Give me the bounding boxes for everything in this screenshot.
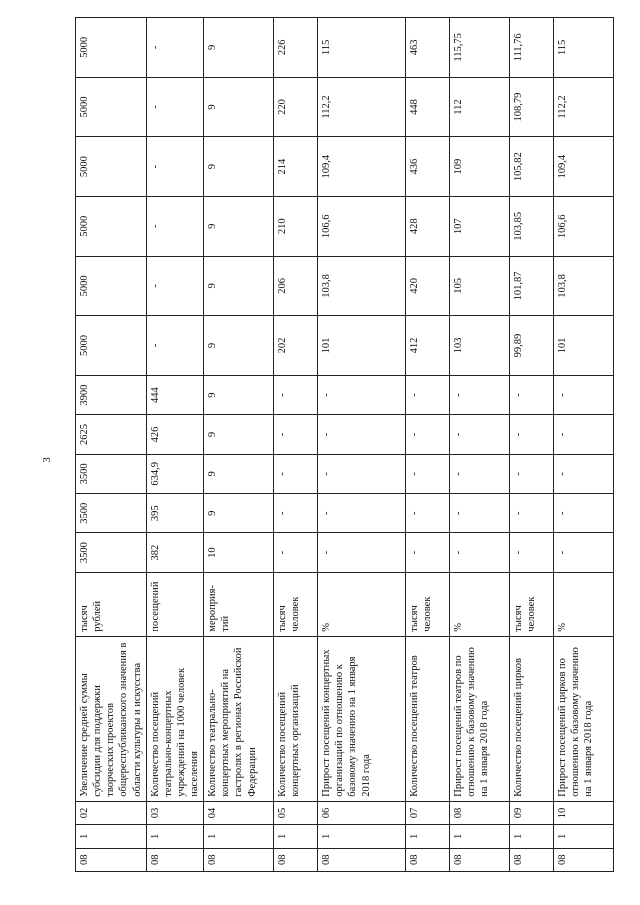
value-cell: - xyxy=(510,454,554,493)
value-cell: - xyxy=(146,196,204,256)
code-cell: 08 xyxy=(204,848,274,871)
index-cell: 10 xyxy=(554,801,614,824)
value-cell: 3500 xyxy=(76,533,147,572)
indicators-table xyxy=(75,17,614,872)
value-cell: - xyxy=(554,533,614,572)
table-row xyxy=(318,18,406,872)
subcode-cell: 1 xyxy=(450,825,510,848)
value-cell: 109 xyxy=(450,137,510,197)
table-row xyxy=(510,18,554,872)
value-cell: 3500 xyxy=(76,494,147,533)
code-cell: 08 xyxy=(406,848,450,871)
value-cell: 109,4 xyxy=(554,137,614,197)
indicator-name-cell: Прирост посещений концертных организаций по отношению к базовому значению на 1 января 2018 года xyxy=(318,636,406,801)
value-cell: 9 xyxy=(204,137,274,197)
value-cell: 115 xyxy=(554,18,614,78)
index-cell: 09 xyxy=(510,801,554,824)
value-cell: 105 xyxy=(450,256,510,316)
unit-cell: посещений xyxy=(146,572,204,636)
value-cell: - xyxy=(318,454,406,493)
code-cell: 08 xyxy=(510,848,554,871)
value-cell: 382 xyxy=(146,533,204,572)
value-cell: - xyxy=(554,375,614,414)
value-cell: 5000 xyxy=(76,18,147,78)
value-cell: - xyxy=(146,77,204,137)
value-cell: - xyxy=(554,454,614,493)
value-cell: 5000 xyxy=(76,196,147,256)
rotated-table-wrapper xyxy=(75,17,595,872)
value-cell: 9 xyxy=(204,415,274,454)
value-cell: 99,89 xyxy=(510,316,554,376)
table-row xyxy=(274,18,318,872)
value-cell: - xyxy=(406,415,450,454)
value-cell: 5000 xyxy=(76,137,147,197)
value-cell: - xyxy=(274,415,318,454)
index-cell: 04 xyxy=(204,801,274,824)
value-cell: 101,87 xyxy=(510,256,554,316)
value-cell: - xyxy=(554,415,614,454)
value-cell: - xyxy=(406,375,450,414)
value-cell: 111,76 xyxy=(510,18,554,78)
table-body xyxy=(76,18,614,872)
page-number: 3 xyxy=(41,457,53,463)
indicator-name-cell: Количество посещений цирков xyxy=(510,636,554,801)
unit-cell: % xyxy=(554,572,614,636)
code-cell: 08 xyxy=(450,848,510,871)
value-cell: 5000 xyxy=(76,256,147,316)
indicator-name-cell: Прирост посещений театров по отношению к базовому значению на 1 января 2018 года xyxy=(450,636,510,801)
value-cell: 103 xyxy=(450,316,510,376)
value-cell: 395 xyxy=(146,494,204,533)
value-cell: 9 xyxy=(204,375,274,414)
value-cell: 112,2 xyxy=(318,77,406,137)
value-cell: 9 xyxy=(204,494,274,533)
value-cell: - xyxy=(274,533,318,572)
value-cell: 448 xyxy=(406,77,450,137)
indicator-name-cell: Количество посещений театрально-концертных учреждений на 1000 человек населения xyxy=(146,636,204,801)
table-row xyxy=(76,18,147,872)
table-row xyxy=(146,18,204,872)
index-cell: 05 xyxy=(274,801,318,824)
value-cell: 109,4 xyxy=(318,137,406,197)
value-cell: - xyxy=(274,454,318,493)
value-cell: 10 xyxy=(204,533,274,572)
value-cell: - xyxy=(510,494,554,533)
value-cell: 5000 xyxy=(76,316,147,376)
value-cell: 2625 xyxy=(76,415,147,454)
table-row xyxy=(204,18,274,872)
value-cell: - xyxy=(318,494,406,533)
code-cell: 08 xyxy=(274,848,318,871)
indicator-name-cell: Количество посещений концертных организаций xyxy=(274,636,318,801)
value-cell: 5000 xyxy=(76,77,147,137)
value-cell: 210 xyxy=(274,196,318,256)
unit-cell: тысяч человек xyxy=(510,572,554,636)
index-cell: 08 xyxy=(450,801,510,824)
value-cell: 9 xyxy=(204,77,274,137)
value-cell: - xyxy=(554,494,614,533)
code-cell: 08 xyxy=(76,848,147,871)
value-cell: 9 xyxy=(204,454,274,493)
value-cell: 106,6 xyxy=(554,196,614,256)
value-cell: 9 xyxy=(204,196,274,256)
unit-cell: % xyxy=(318,572,406,636)
value-cell: 107 xyxy=(450,196,510,256)
value-cell: 9 xyxy=(204,256,274,316)
value-cell: 115,75 xyxy=(450,18,510,78)
value-cell: 426 xyxy=(146,415,204,454)
index-cell: 07 xyxy=(406,801,450,824)
value-cell: 112 xyxy=(450,77,510,137)
code-cell: 08 xyxy=(318,848,406,871)
value-cell: 112,2 xyxy=(554,77,614,137)
subcode-cell: 1 xyxy=(318,825,406,848)
value-cell: 105,82 xyxy=(510,137,554,197)
value-cell: - xyxy=(450,375,510,414)
value-cell: - xyxy=(146,18,204,78)
indicator-name-cell: Прирост посещений цирков по отношению к базовому значению на 1 января 2018 года xyxy=(554,636,614,801)
index-cell: 06 xyxy=(318,801,406,824)
value-cell: - xyxy=(510,415,554,454)
value-cell: - xyxy=(406,533,450,572)
index-cell: 03 xyxy=(146,801,204,824)
subcode-cell: 1 xyxy=(76,825,147,848)
value-cell: 412 xyxy=(406,316,450,376)
value-cell: 226 xyxy=(274,18,318,78)
value-cell: 444 xyxy=(146,375,204,414)
value-cell: 103,85 xyxy=(510,196,554,256)
value-cell: - xyxy=(450,454,510,493)
subcode-cell: 1 xyxy=(554,825,614,848)
unit-cell: тысяч человек xyxy=(406,572,450,636)
value-cell: - xyxy=(146,137,204,197)
unit-cell: тысяч рублей xyxy=(76,572,147,636)
code-cell: 08 xyxy=(554,848,614,871)
value-cell: 3900 xyxy=(76,375,147,414)
unit-cell: тысяч человек xyxy=(274,572,318,636)
indicator-name-cell: Количество театрально-концертных мероприятий на гастролях в регионах Российской Федерации xyxy=(204,636,274,801)
value-cell: - xyxy=(318,415,406,454)
value-cell: 108,79 xyxy=(510,77,554,137)
value-cell: - xyxy=(450,415,510,454)
value-cell: 106,6 xyxy=(318,196,406,256)
unit-cell: мероприя-тий xyxy=(204,572,274,636)
value-cell: 420 xyxy=(406,256,450,316)
indicator-name-cell: Количество посещений театров xyxy=(406,636,450,801)
value-cell: 206 xyxy=(274,256,318,316)
value-cell: 9 xyxy=(204,18,274,78)
code-cell: 08 xyxy=(146,848,204,871)
value-cell: 463 xyxy=(406,18,450,78)
value-cell: 103,8 xyxy=(554,256,614,316)
value-cell: 103,8 xyxy=(318,256,406,316)
subcode-cell: 1 xyxy=(510,825,554,848)
value-cell: 214 xyxy=(274,137,318,197)
table-row xyxy=(554,18,614,872)
value-cell: - xyxy=(274,375,318,414)
subcode-cell: 1 xyxy=(204,825,274,848)
subcode-cell: 1 xyxy=(274,825,318,848)
table-row xyxy=(450,18,510,872)
index-cell: 02 xyxy=(76,801,147,824)
indicator-name-cell: Увеличение средней суммы субсидии для поддержки творческих проектов общереспубликанского значения в области культуры и искусства xyxy=(76,636,147,801)
value-cell: - xyxy=(450,494,510,533)
value-cell: 220 xyxy=(274,77,318,137)
value-cell: - xyxy=(406,454,450,493)
value-cell: - xyxy=(318,533,406,572)
unit-cell: % xyxy=(450,572,510,636)
value-cell: 428 xyxy=(406,196,450,256)
value-cell: 3500 xyxy=(76,454,147,493)
subcode-cell: 1 xyxy=(406,825,450,848)
value-cell: 101 xyxy=(318,316,406,376)
value-cell: 202 xyxy=(274,316,318,376)
value-cell: 9 xyxy=(204,316,274,376)
value-cell: - xyxy=(274,494,318,533)
value-cell: 436 xyxy=(406,137,450,197)
value-cell: - xyxy=(146,316,204,376)
value-cell: 634,9 xyxy=(146,454,204,493)
value-cell: 101 xyxy=(554,316,614,376)
value-cell: - xyxy=(146,256,204,316)
value-cell: - xyxy=(406,494,450,533)
value-cell: - xyxy=(318,375,406,414)
table-row xyxy=(406,18,450,872)
value-cell: - xyxy=(510,375,554,414)
value-cell: - xyxy=(450,533,510,572)
value-cell: - xyxy=(510,533,554,572)
subcode-cell: 1 xyxy=(146,825,204,848)
value-cell: 115 xyxy=(318,18,406,78)
